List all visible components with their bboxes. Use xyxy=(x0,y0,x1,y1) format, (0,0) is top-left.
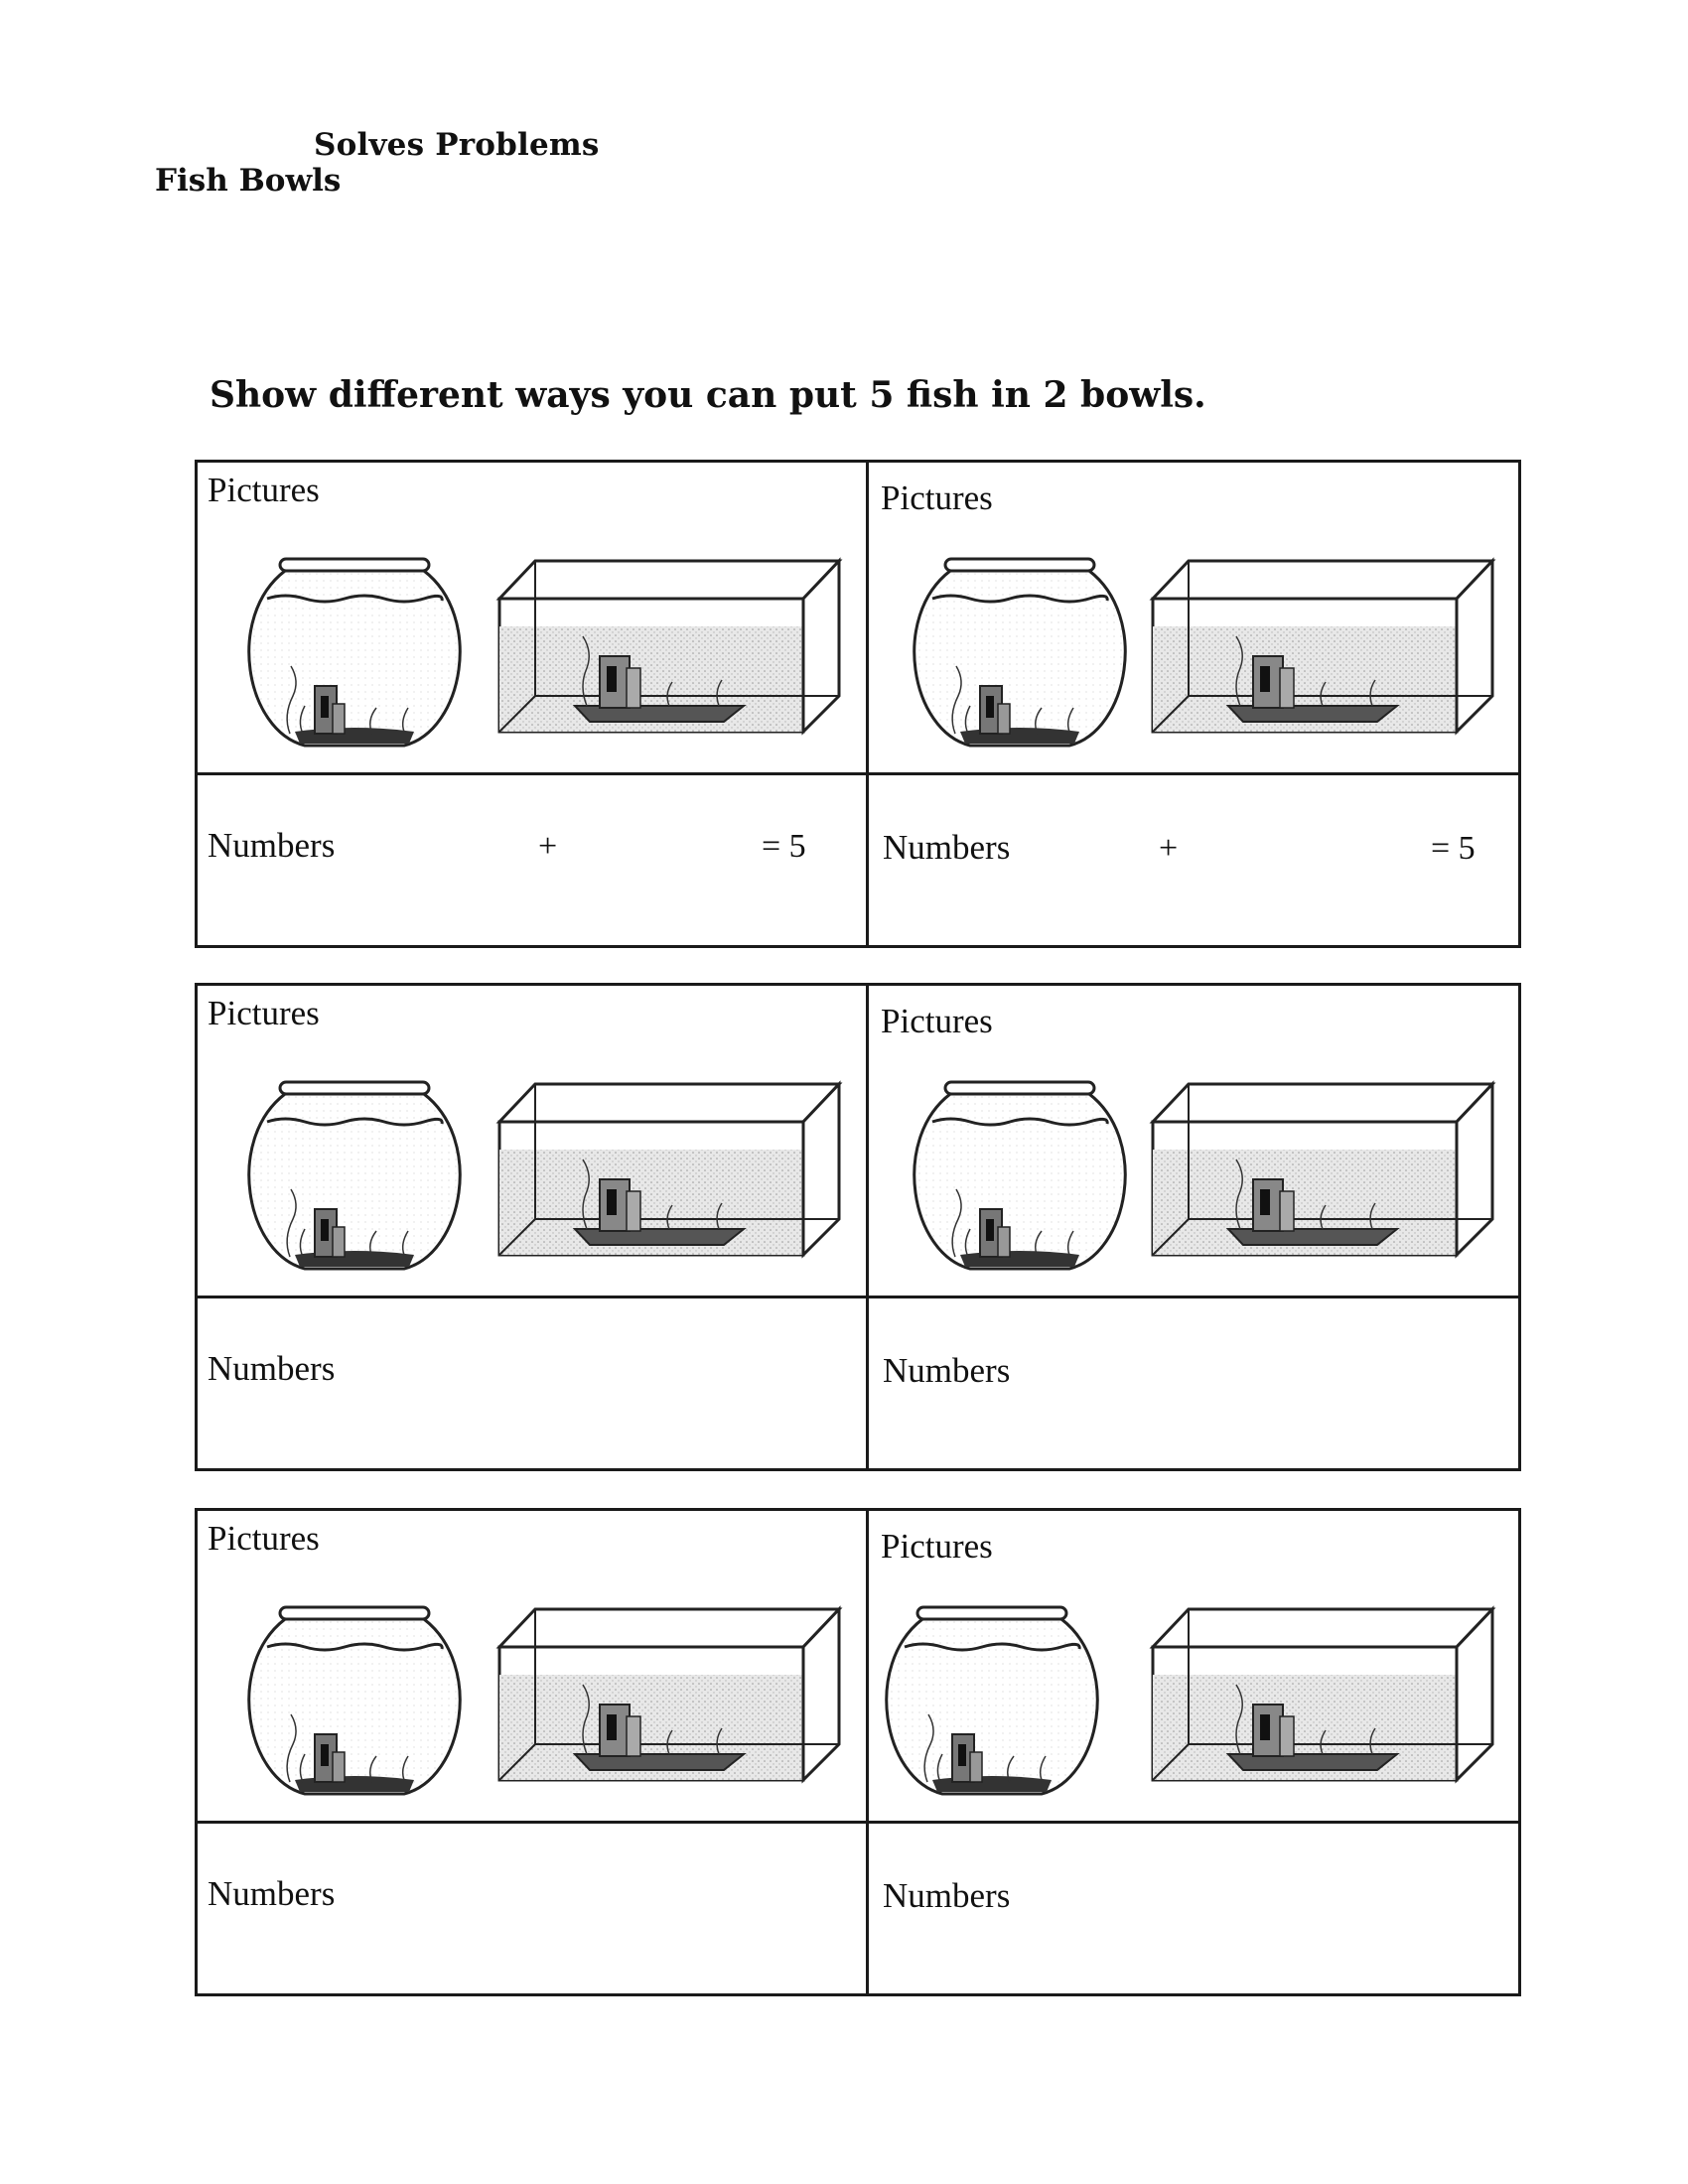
answer-block-2 xyxy=(195,983,1521,1471)
subject-heading: Solves Problems xyxy=(314,127,600,163)
rectangular-aquarium-icon xyxy=(1149,1080,1496,1259)
numbers-label: Numbers xyxy=(208,826,336,865)
equals-five: = 5 xyxy=(1431,830,1476,867)
problem-prompt: Show different ways you can put 5 fish in 2 bowls. xyxy=(210,374,1206,416)
pictures-label: Pictures xyxy=(881,478,993,517)
numbers-label: Numbers xyxy=(883,1351,1011,1390)
answer-block-1 xyxy=(195,460,1521,948)
rectangular-aquarium-icon xyxy=(495,1080,843,1259)
column-divider xyxy=(866,986,869,1468)
plus-sign: + xyxy=(538,828,558,865)
worksheet-title: Fish Bowls xyxy=(155,163,342,199)
numbers-label: Numbers xyxy=(883,828,1011,867)
pictures-label: Pictures xyxy=(208,471,320,509)
numbers-label: Numbers xyxy=(208,1874,336,1913)
pictures-label: Pictures xyxy=(881,1002,993,1040)
column-divider xyxy=(866,1511,869,1993)
row-divider xyxy=(198,1296,1518,1298)
round-fishbowl-icon xyxy=(911,557,1129,755)
plus-sign: + xyxy=(1159,830,1179,867)
pictures-label: Pictures xyxy=(208,1519,320,1558)
numbers-label: Numbers xyxy=(883,1876,1011,1915)
column-divider xyxy=(866,463,869,945)
pictures-label: Pictures xyxy=(208,994,320,1032)
rectangular-aquarium-icon xyxy=(495,557,843,736)
round-fishbowl-icon xyxy=(883,1605,1101,1804)
rectangular-aquarium-icon xyxy=(1149,557,1496,736)
rectangular-aquarium-icon xyxy=(1149,1605,1496,1784)
round-fishbowl-icon xyxy=(245,1080,464,1279)
round-fishbowl-icon xyxy=(245,1605,464,1804)
round-fishbowl-icon xyxy=(911,1080,1129,1279)
row-divider xyxy=(198,1821,1518,1824)
equals-five: = 5 xyxy=(762,828,806,865)
pictures-label: Pictures xyxy=(881,1527,993,1566)
numbers-label: Numbers xyxy=(208,1349,336,1388)
answer-block-3 xyxy=(195,1508,1521,1996)
rectangular-aquarium-icon xyxy=(495,1605,843,1784)
round-fishbowl-icon xyxy=(245,557,464,755)
row-divider xyxy=(198,772,1518,775)
